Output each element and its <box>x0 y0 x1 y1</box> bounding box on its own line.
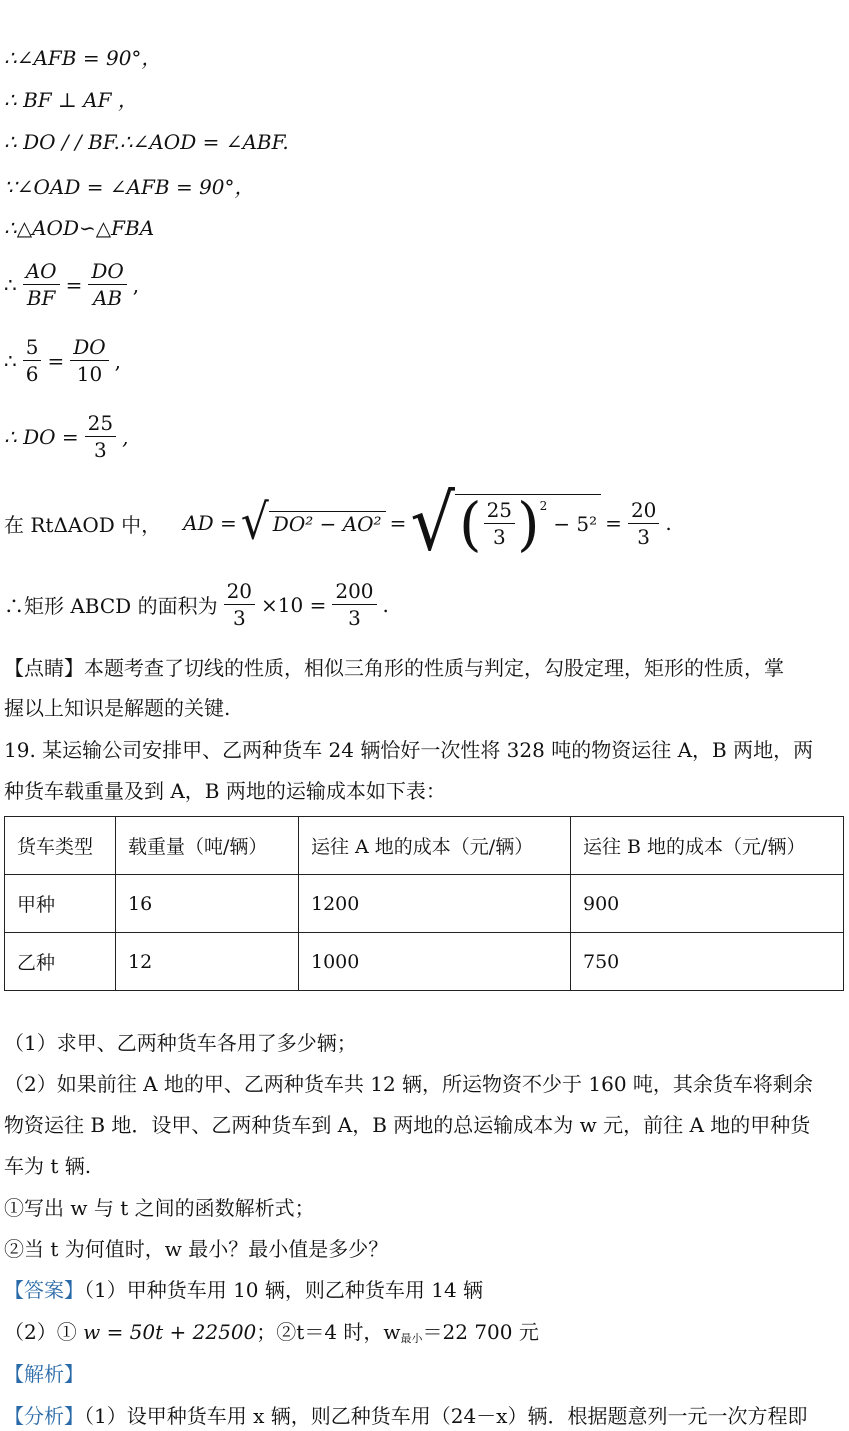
question-2-line-2: 物资运往 B 地．设甲、乙两种货车到 A，B 两地的总运输成本为 w 元，前往 A 地的甲种货 <box>4 1113 811 1137</box>
proof-line-1: ∴∠AFB = 90°， <box>4 46 162 70</box>
table-header: 运往 A 地的成本（元/辆） <box>299 817 571 875</box>
table-cell: 12 <box>116 933 299 991</box>
proof-line-5: ∴△AOD∽△FBA <box>4 216 155 240</box>
question-1: （1）求甲、乙两种货车各用了多少辆； <box>4 1031 357 1055</box>
table-cell: 750 <box>571 933 844 991</box>
do-value-equation: ∴ DO = $\frac{25}{3}$ , <box>4 411 129 462</box>
fraction: $\frac{DO}{10}$ <box>70 334 108 387</box>
sub-question-2: ②当 t 为何值时，w 最小？最小值是多少？ <box>4 1237 389 1261</box>
table-cell: 甲种 <box>5 875 116 933</box>
table-cell: 1000 <box>299 933 571 991</box>
proof-line-3: ∴ DO / / BF.∴∠AOD = ∠ABF. <box>4 130 289 154</box>
sqrt-expression: √ ( $\frac{25}{3}$ ) $^2$ − 5² <box>410 488 601 558</box>
substituted-equation: ∴ $\frac{5}{6}$ = $\frac{DO}{10}$ , <box>4 335 122 386</box>
table-header-row <box>5 817 844 875</box>
fenxi-tag: 【分析】 <box>4 1404 84 1428</box>
proof-line-2: ∴ BF ⊥ AF ， <box>4 88 138 112</box>
ratio-equation: ∴ $\frac{AO}{BF}$ = $\frac{DO}{AB}$ , <box>4 259 140 310</box>
table-header: 货车类型 <box>5 817 116 875</box>
table-header: 运往 B 地的成本（元/辆） <box>571 817 844 875</box>
analysis-heading <box>4 1360 84 1388</box>
problem-line-1: 19. 某运输公司安排甲、乙两种货车 24 辆恰好一次性将 328 吨的物资运往 A，B 两地，两 <box>4 738 814 762</box>
sqrt-expression: √ DO² − AO² <box>241 501 386 545</box>
fraction: $\frac{200}{3}$ <box>332 578 376 631</box>
fraction: $\frac{20}{3}$ <box>224 578 255 631</box>
fraction: $\frac{25}{3}$ <box>85 410 116 463</box>
analysis-line: 【分析】（1）设甲种货车用 x 辆，则乙种货车用（24－x）辆．根据题意列一元一次方程即 <box>4 1404 808 1428</box>
area-equation: ∴矩形 ABCD 的面积为 $\frac{20}{3}$ ×10 = $\frac{200}{3}$ . <box>4 579 389 630</box>
table-row <box>5 875 844 933</box>
answer-line-1: 【答案】（1）甲种货车用 10 辆，则乙种货车用 14 辆 <box>4 1278 484 1302</box>
fraction: $\frac{5}{6}$ <box>23 334 42 387</box>
table-cell: 1200 <box>299 875 571 933</box>
fraction: $\frac{20}{3}$ <box>628 497 659 550</box>
problem-line-2: 种货车载重量及到 A，B 两地的运输成本如下表： <box>4 779 446 803</box>
fraction: $\frac{DO}{AB}$ <box>88 258 126 311</box>
analysis-tag: 【解析】 <box>4 1362 84 1386</box>
fraction: $\frac{AO}{BF}$ <box>23 258 60 311</box>
answer-tag: 【答案】 <box>4 1278 84 1302</box>
answer-line-2: （2）① w = 50t + 22500；②t＝4 时，$w_{最小}=22$ 700 元 <box>4 1320 539 1345</box>
question-2-line-3: 车为 t 辆. <box>4 1154 92 1178</box>
table-cell: 乙种 <box>5 933 116 991</box>
table-header: 载重量（吨/辆） <box>116 817 299 875</box>
comment-line-1: 【点睛】本题考查了切线的性质，相似三角形的性质与判定，勾股定理，矩形的性质，掌 <box>4 656 784 680</box>
table-cell: 16 <box>116 875 299 933</box>
proof-line-4: ∵∠OAD = ∠AFB = 90°， <box>4 175 255 199</box>
pythagoras-equation: 在 RtΔAOD 中， AD = √ DO² − AO² = √ ( $\frac{25}{3}$ ) $^2$ − 5² = $\frac{20}{3}$ . <box>4 477 672 569</box>
question-2-line-1: （2）如果前往 A 地的甲、乙两种货车共 12 辆，所运物资不少于 160 吨，其余货车将剩余 <box>4 1072 813 1096</box>
cost-table <box>4 816 844 991</box>
table-row <box>5 933 844 991</box>
comment-line-2: 握以上知识是解题的关键. <box>4 696 231 720</box>
table-cell: 900 <box>571 875 844 933</box>
sub-question-1: ①写出 w 与 t 之间的函数解析式； <box>4 1196 315 1220</box>
